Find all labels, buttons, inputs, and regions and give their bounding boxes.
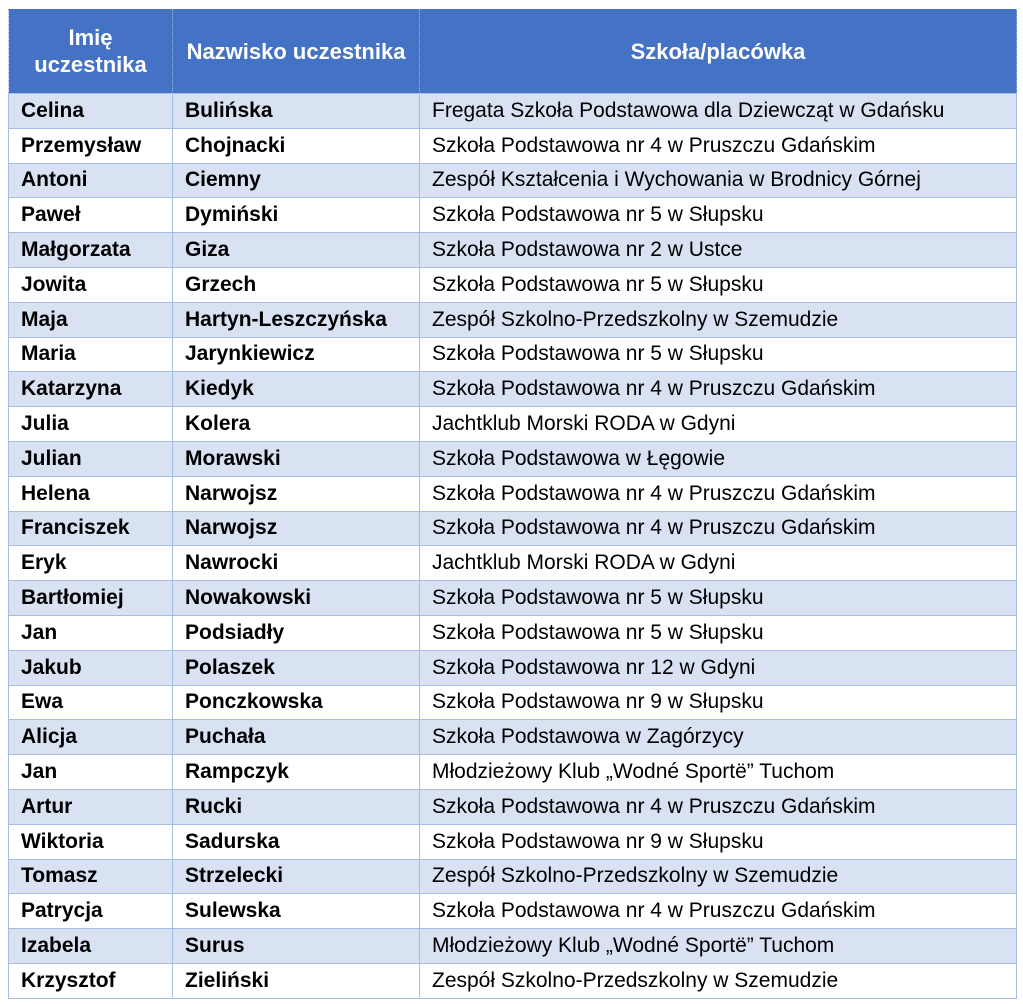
table-row xyxy=(9,302,1017,337)
first-name-cell: Przemysław xyxy=(9,128,173,163)
table-row xyxy=(9,441,1017,476)
first-name-cell: Alicja xyxy=(9,720,173,755)
school-cell: Fregata Szkoła Podstawowa dla Dziewcząt w Gdańsku xyxy=(420,94,1017,129)
first-name-cell: Maja xyxy=(9,302,173,337)
school-cell: Szkoła Podstawowa nr 4 w Pruszczu Gdańskim xyxy=(420,372,1017,407)
last-name-cell: Podsiadły xyxy=(173,615,420,650)
last-name-cell: Kiedyk xyxy=(173,372,420,407)
last-name-cell: Zieliński xyxy=(173,963,420,998)
table-header xyxy=(9,9,1017,94)
last-name-cell: Polaszek xyxy=(173,650,420,685)
school-cell: Szkoła Podstawowa nr 9 w Słupsku xyxy=(420,824,1017,859)
first-name-cell: Jakub xyxy=(9,650,173,685)
header-school: Szkoła/placówka xyxy=(420,9,1017,94)
header-last-name: Nazwisko uczestnika xyxy=(173,9,420,94)
table-row xyxy=(9,128,1017,163)
table-row xyxy=(9,685,1017,720)
first-name-cell: Antoni xyxy=(9,163,173,198)
participants-table xyxy=(8,9,1017,999)
table-row xyxy=(9,963,1017,998)
first-name-cell: Jan xyxy=(9,755,173,790)
last-name-cell: Narwojsz xyxy=(173,476,420,511)
school-cell: Szkoła Podstawowa nr 5 w Słupsku xyxy=(420,615,1017,650)
school-cell: Szkoła Podstawowa w Zagórzycy xyxy=(420,720,1017,755)
last-name-cell: Morawski xyxy=(173,441,420,476)
school-cell: Jachtklub Morski RODA w Gdyni xyxy=(420,546,1017,581)
last-name-cell: Nowakowski xyxy=(173,581,420,616)
last-name-cell: Rampczyk xyxy=(173,755,420,790)
table-row xyxy=(9,372,1017,407)
first-name-cell: Tomasz xyxy=(9,859,173,894)
first-name-cell: Franciszek xyxy=(9,511,173,546)
first-name-cell: Maria xyxy=(9,337,173,372)
table-row xyxy=(9,233,1017,268)
school-cell: Szkoła Podstawowa nr 5 w Słupsku xyxy=(420,337,1017,372)
table-row xyxy=(9,650,1017,685)
first-name-cell: Katarzyna xyxy=(9,372,173,407)
participants-table-wrapper xyxy=(8,9,1016,999)
table-row xyxy=(9,198,1017,233)
school-cell: Młodzieżowy Klub „Wodné Sportë” Tuchom xyxy=(420,755,1017,790)
school-cell: Jachtklub Morski RODA w Gdyni xyxy=(420,407,1017,442)
first-name-cell: Bartłomiej xyxy=(9,581,173,616)
school-cell: Szkoła Podstawowa nr 5 w Słupsku xyxy=(420,198,1017,233)
table-row xyxy=(9,615,1017,650)
last-name-cell: Rucki xyxy=(173,789,420,824)
table-row xyxy=(9,546,1017,581)
table-row xyxy=(9,929,1017,964)
school-cell: Szkoła Podstawowa nr 4 w Pruszczu Gdańskim xyxy=(420,128,1017,163)
school-cell: Zespół Kształcenia i Wychowania w Brodnicy Górnej xyxy=(420,163,1017,198)
school-cell: Szkoła Podstawowa nr 2 w Ustce xyxy=(420,233,1017,268)
table-row xyxy=(9,337,1017,372)
school-cell: Zespół Szkolno-Przedszkolny w Szemudzie xyxy=(420,963,1017,998)
last-name-cell: Strzelecki xyxy=(173,859,420,894)
first-name-cell: Patrycja xyxy=(9,894,173,929)
last-name-cell: Nawrocki xyxy=(173,546,420,581)
school-cell: Szkoła Podstawowa nr 4 w Pruszczu Gdańskim xyxy=(420,511,1017,546)
first-name-cell: Julian xyxy=(9,441,173,476)
first-name-cell: Paweł xyxy=(9,198,173,233)
table-row xyxy=(9,163,1017,198)
header-first-name: Imię uczestnika xyxy=(9,9,173,94)
table-row xyxy=(9,720,1017,755)
school-cell: Szkoła Podstawowa nr 4 w Pruszczu Gdańskim xyxy=(420,789,1017,824)
last-name-cell: Bulińska xyxy=(173,94,420,129)
first-name-cell: Artur xyxy=(9,789,173,824)
last-name-cell: Dymiński xyxy=(173,198,420,233)
first-name-cell: Wiktoria xyxy=(9,824,173,859)
table-row xyxy=(9,859,1017,894)
last-name-cell: Puchała xyxy=(173,720,420,755)
last-name-cell: Hartyn-Leszczyńska xyxy=(173,302,420,337)
last-name-cell: Jarynkiewicz xyxy=(173,337,420,372)
school-cell: Zespół Szkolno-Przedszkolny w Szemudzie xyxy=(420,302,1017,337)
last-name-cell: Chojnacki xyxy=(173,128,420,163)
table-row xyxy=(9,894,1017,929)
last-name-cell: Narwojsz xyxy=(173,511,420,546)
first-name-cell: Jowita xyxy=(9,267,173,302)
first-name-cell: Jan xyxy=(9,615,173,650)
first-name-cell: Ewa xyxy=(9,685,173,720)
school-cell: Zespół Szkolno-Przedszkolny w Szemudzie xyxy=(420,859,1017,894)
last-name-cell: Giza xyxy=(173,233,420,268)
last-name-cell: Ciemny xyxy=(173,163,420,198)
table-row xyxy=(9,581,1017,616)
last-name-cell: Sulewska xyxy=(173,894,420,929)
table-row xyxy=(9,755,1017,790)
school-cell: Młodzieżowy Klub „Wodné Sportë” Tuchom xyxy=(420,929,1017,964)
table-row xyxy=(9,789,1017,824)
school-cell: Szkoła Podstawowa nr 5 w Słupsku xyxy=(420,267,1017,302)
first-name-cell: Izabela xyxy=(9,929,173,964)
school-cell: Szkoła Podstawowa nr 5 w Słupsku xyxy=(420,581,1017,616)
last-name-cell: Surus xyxy=(173,929,420,964)
last-name-cell: Grzech xyxy=(173,267,420,302)
school-cell: Szkoła Podstawowa nr 12 w Gdyni xyxy=(420,650,1017,685)
school-cell: Szkoła Podstawowa w Łęgowie xyxy=(420,441,1017,476)
first-name-cell: Celina xyxy=(9,94,173,129)
table-row xyxy=(9,267,1017,302)
school-cell: Szkoła Podstawowa nr 4 w Pruszczu Gdańskim xyxy=(420,894,1017,929)
first-name-cell: Julia xyxy=(9,407,173,442)
table-row xyxy=(9,94,1017,129)
table-row xyxy=(9,511,1017,546)
last-name-cell: Ponczkowska xyxy=(173,685,420,720)
table-body xyxy=(9,94,1017,999)
last-name-cell: Kolera xyxy=(173,407,420,442)
header-row xyxy=(9,9,1017,94)
first-name-cell: Małgorzata xyxy=(9,233,173,268)
table-row xyxy=(9,407,1017,442)
school-cell: Szkoła Podstawowa nr 9 w Słupsku xyxy=(420,685,1017,720)
first-name-cell: Helena xyxy=(9,476,173,511)
first-name-cell: Krzysztof xyxy=(9,963,173,998)
table-row xyxy=(9,476,1017,511)
table-row xyxy=(9,824,1017,859)
last-name-cell: Sadurska xyxy=(173,824,420,859)
school-cell: Szkoła Podstawowa nr 4 w Pruszczu Gdańskim xyxy=(420,476,1017,511)
first-name-cell: Eryk xyxy=(9,546,173,581)
